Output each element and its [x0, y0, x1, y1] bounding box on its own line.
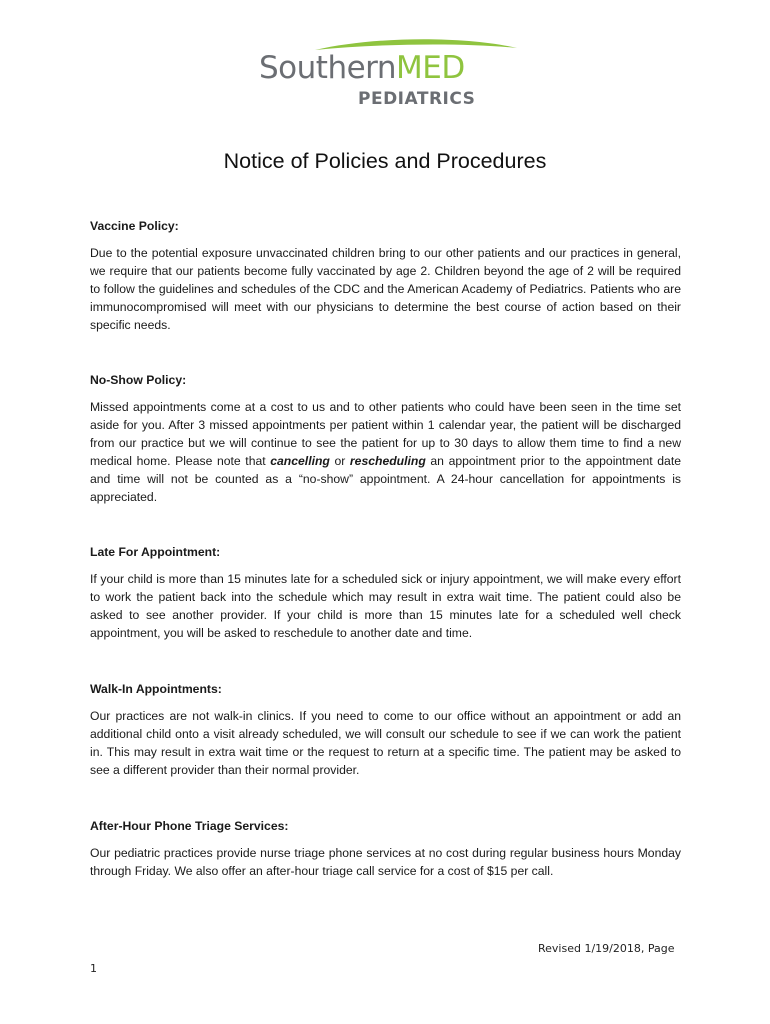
body-text: an appointment prior to the appointment date and time will not be counted as a “no-show” appointment. A 24-hour cancellation for appointments is appreciated. — [90, 454, 681, 504]
document-title: Notice of Policies and Procedures — [223, 149, 547, 173]
section-heading: No-Show Policy: — [90, 373, 187, 387]
logo-name-southern: Southern — [259, 50, 397, 86]
body-text: or — [329, 454, 350, 468]
logo-wordmark — [259, 50, 465, 86]
section-body: Our pediatric practices provide nurse triage phone services at no cost during regular business hours Monday through Friday. We also offer an after-hour triage call service for a cost of $15 per call. — [90, 846, 681, 878]
emphasis-rescheduling: rescheduling — [349, 454, 426, 468]
after-hour-triage-section — [90, 819, 681, 880]
section-heading: Vaccine Policy: — [90, 219, 179, 233]
logo-subtitle: PEDIATRICS — [358, 89, 476, 109]
vaccine-policy-section — [90, 219, 681, 334]
body-text: Missed appointments come at a cost to us and to other patients who could have been seen in the time set aside for you. After 3 missed appointments per patient within 1 calendar year, the patient will be discharged from our practice but we will continue to see the patient for up to 30 days to allow them time to find a new medical home. Please note that — [90, 400, 681, 468]
emphasis-cancelling: cancelling — [270, 454, 330, 468]
walk-in-section — [90, 682, 681, 779]
no-show-policy-section — [90, 373, 681, 506]
section-heading: Walk-In Appointments: — [90, 682, 222, 696]
late-appointment-section — [90, 545, 681, 642]
section-body: Our practices are not walk-in clinics. If you need to come to our office without an appointment or add an additional child onto a visit already scheduled, we will consult our schedule to see if we can work the patient in. This may result in extra wait time or the request to return at a specific time. The patient may be asked to see a different provider than their normal provider. — [90, 709, 681, 777]
page-number: 1 — [90, 962, 97, 975]
section-heading: Late For Appointment: — [90, 545, 221, 559]
section-heading: After-Hour Phone Triage Services: — [90, 819, 289, 833]
section-body: If your child is more than 15 minutes late for a scheduled sick or injury appointment, we will make every effort to work the patient back into the schedule which may result in extra wait time. The patient could also be asked to see another provider. If your child is more than 15 minutes late for a scheduled well check appointment, you will be asked to reschedule to another date and time. — [90, 572, 681, 640]
logo-name-med: MED — [396, 50, 465, 86]
practice-logo — [255, 38, 525, 118]
revision-note: Revised 1/19/2018, Page — [538, 942, 675, 955]
section-body: Due to the potential exposure unvaccinated children bring to our other patients and our practices in general, we require that our patients become fully vaccinated by age 2. Children beyond the age of 2 will be required to follow the guidelines and schedules of the CDC and the American Academy of Pediatrics. Patients who are immunocompromised will meet with our physicians to determine the best course of action based on their specific needs. — [90, 246, 681, 332]
section-body — [90, 398, 681, 506]
